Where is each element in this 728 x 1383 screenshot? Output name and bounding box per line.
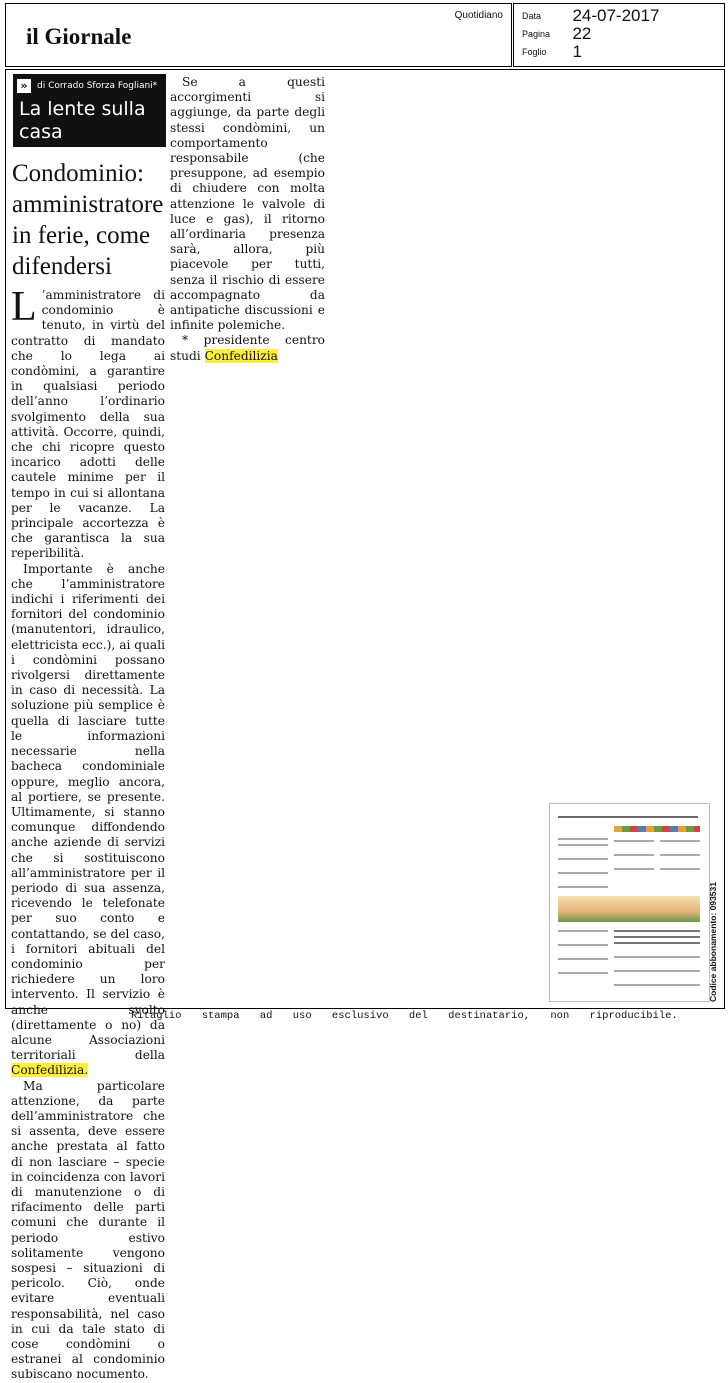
sheet-value: 1 [572,42,582,61]
publication-type: Quotidiano [454,10,503,21]
footer-disclaimer: Ritaglio stampa ad uso esclusivo del destinatario, non riproducibile. [131,1010,678,1022]
highlight-confedilizia: Confedilizia. [11,1063,89,1078]
header-masthead-box [5,3,512,67]
author-byline: di Corrado Sforza Fogliani* [37,81,158,91]
highlight-confedilizia-footnote: Confedilizia [204,348,278,363]
article-column-1 [11,284,165,1383]
article-paragraph-1: L ’amministratore di condominio è tenuto, in virtù del contratto di mandato che lo lega ai condòmini, a garantire in qualsiasi periodo dell’anno l’ordinario svolgimento della sua attività. Occorre, quindi, che chi ricopre questo incarico adotti delle cautele minime per il tempo in cui si allontana per le vacanze. La principale accortezza è che garantisca la sua reperibilità. [11,284,165,561]
date-label: Data [522,11,542,21]
article-headline: Condominio: amministratore in ferie, come difendersi [12,160,164,280]
article-paragraph-4: Se a questi accorgimenti si aggiunge, da parte degli stessi condòmini, un comportamento responsabile (che presuppone, ad esempio di chiudere con molta attenzione le valvole di luce e gas), il ritorno all’ordinaria presenza sarà, allora, più piacevole per tutti, senza il rischio di essere accompagnato da antipatiche discussioni e infinite polemiche. [170,75,325,333]
double-chevron-icon: » [17,79,31,93]
meta-date-row [522,6,659,26]
author-footnote: * presidente centro studi Confedilizia [170,333,325,363]
page-label: Pagina [522,29,551,39]
header-meta-box [513,3,725,67]
article-paragraph-3: Ma particolare attenzione, da parte dell’amministratore che si assenta, deve essere anche prestata al fatto di non lasciare – specie in coincidenza con lavori di manutenzione o di rifacimento delle parti comuni che durante il periodo estivo solitamente vengono sospesi – situazioni di pericolo. Ciò, onde evitare eventuali responsabilità, nel caso in cui da tale stato di cose condòmini o estranei al condominio subiscano nocumento. [11,1078,165,1382]
meta-page-row [522,24,591,44]
subscription-code: Codice abbonamento: 093531 [708,882,718,1002]
page-thumbnail [549,803,710,1002]
sheet-label: Foglio [522,47,547,57]
date-value: 24-07-2017 [572,6,660,25]
masthead-logo: il Giornale [26,24,132,49]
article-column-2 [170,75,325,364]
page-value: 22 [572,24,592,43]
meta-sheet-row [522,42,582,62]
column-title: La lente sulla casa [19,98,146,143]
dropcap: L [11,284,37,330]
article-paragraph-2: Importante è anche che l’amministratore indichi i riferimenti dei fornitori del condominio (manutentori, idraulico, elettricista ecc.), ai quali i condòmini possano rivolgersi direttamente in caso di necessità. La soluzione più semplice è quella di lasciare tutte le informazioni necessarie nella bacheca condominiale oppure, meglio ancora, al portiere, se presente. Ultimamente, si stanno comunque diffondendo anche aziende di servizi che si sostituiscono all’amministratore per il periodo di sua assenza, ricevendo le telefonate per suo conto e contattando, se del caso, i fornitori abituali del condominio per richiedere un loro intervento. Il servizio è anche svolto (direttamente o no) da alcune Associazioni territoriali della Confedilizia. [11,561,165,1078]
column-header-box [13,74,166,147]
